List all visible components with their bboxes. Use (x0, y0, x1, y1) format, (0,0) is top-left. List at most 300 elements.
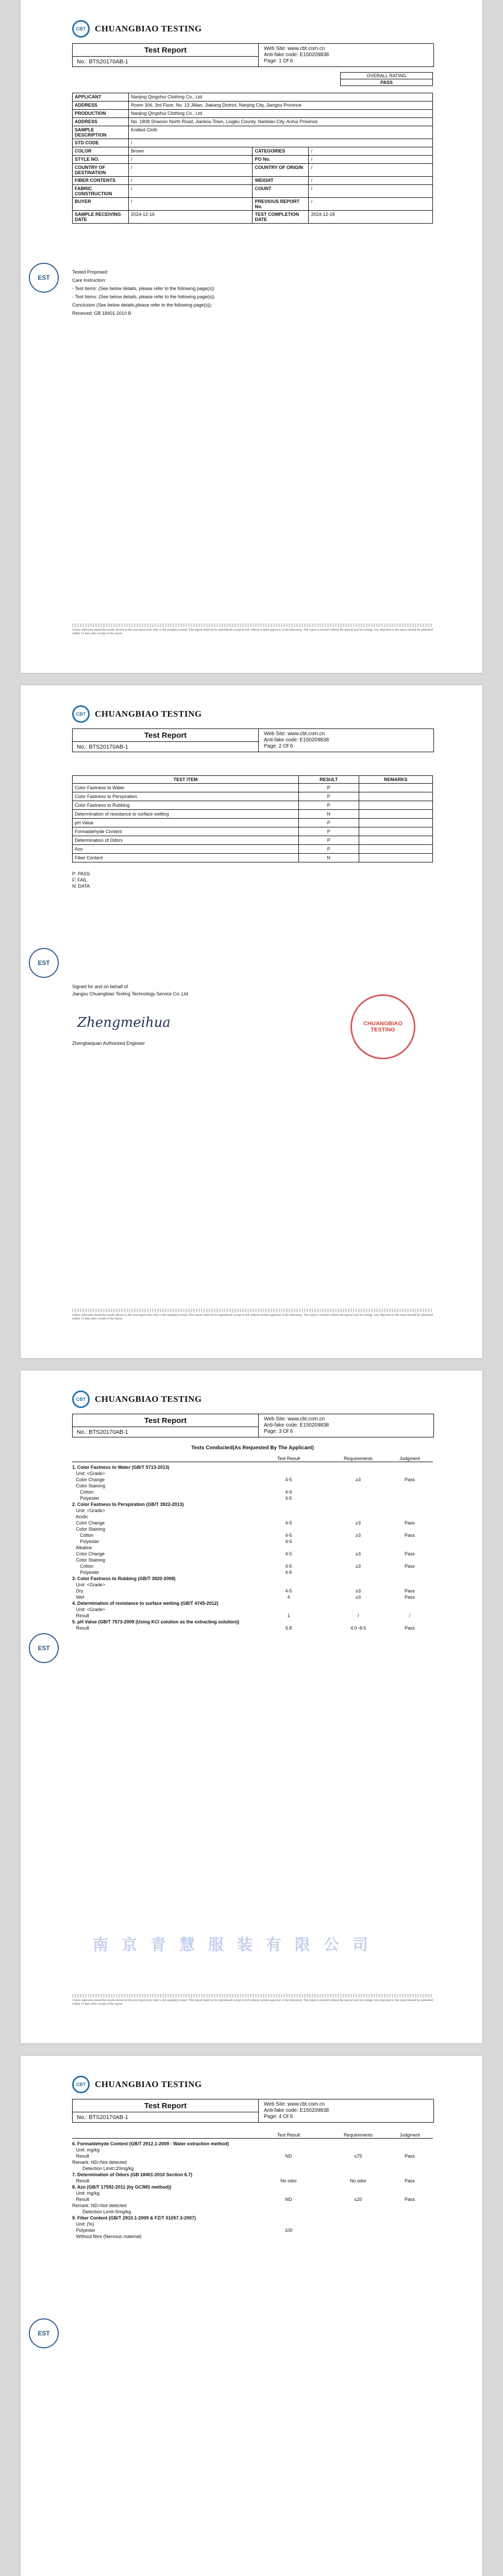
test-label: 7. Determination of Odors (GB 18401-2010 Section 6.7) (72, 2172, 193, 2177)
result-line (72, 1600, 433, 1606)
summary-row (73, 810, 433, 819)
test-result (247, 2141, 330, 2147)
requirement (330, 1514, 387, 1520)
info-value: / (309, 164, 433, 177)
info-row (73, 101, 433, 110)
info-key: ADDRESS (73, 118, 129, 126)
signed-label: Signed for and on behalf of (72, 984, 128, 989)
info-row (73, 93, 433, 101)
result-line (72, 1551, 433, 1557)
report-number: BTS20170AB-1 (89, 58, 128, 65)
judgment (387, 1464, 433, 1470)
test-result (247, 1575, 330, 1582)
test-result (247, 1557, 330, 1563)
info-key: FIBER CONTENTS (73, 177, 129, 185)
requirement (330, 1464, 387, 1470)
result: N (299, 810, 359, 819)
info-value: / (129, 164, 253, 177)
result-line (72, 1619, 433, 1625)
watermark: 南京青慧服装有限公司 (93, 1936, 381, 1954)
test-label: Color Change (72, 1520, 105, 1526)
est-badge: EST (29, 263, 59, 293)
result-line (72, 1575, 433, 1582)
test-result: ND (285, 2197, 292, 2202)
judgment: Pass (404, 1551, 415, 1556)
judgment: Pass (404, 1533, 415, 1538)
remarks (359, 810, 432, 819)
column-header: TEST ITEM (73, 776, 299, 784)
page-number: Page: 3 Of 6 (264, 1429, 293, 1434)
test-result (247, 2202, 330, 2209)
report-page-3 (21, 1370, 482, 2043)
info-key: COUNTRY OF DESTINATION (73, 164, 129, 177)
legend-item: F: FAIL (72, 877, 88, 883)
legend (72, 871, 90, 889)
judgment (387, 2184, 433, 2190)
test-label: Cotton (72, 1564, 94, 1569)
judgment (387, 2172, 433, 2178)
info-value: Brown (129, 147, 253, 156)
info-row (73, 139, 433, 147)
info-key: COLOR (73, 147, 129, 156)
test-label: Acidic (72, 1514, 89, 1519)
result-line (72, 2172, 433, 2178)
test-label: Wet (72, 1595, 85, 1600)
result: P (299, 845, 359, 854)
column-header: Judgment (399, 2132, 420, 2138)
requirement (330, 1606, 387, 1613)
result: N (299, 854, 359, 862)
summary-row (73, 827, 433, 836)
requirement: ≥3 (356, 1588, 361, 1594)
test-result (247, 2215, 330, 2221)
judgment (387, 1470, 433, 1477)
test-result (247, 1507, 330, 1514)
column-header: Requirements (343, 1456, 373, 1461)
result-line (72, 1483, 433, 1489)
test-result (247, 2172, 330, 2178)
info-value: / (129, 139, 433, 147)
test-result: 4-5 (285, 1539, 292, 1544)
test-label: 1. Color Fastness to Water (GB/T 5713-2013) (72, 1465, 170, 1470)
judgment (387, 1619, 433, 1625)
info-value: 2024-12-16 (129, 211, 253, 224)
test-result: 4-5 (285, 1496, 292, 1501)
results-list (72, 1464, 433, 1631)
test-item: Azo (73, 845, 299, 854)
test-result: 1 (287, 1613, 290, 1618)
result: P (299, 819, 359, 827)
test-result (247, 2209, 330, 2215)
info-row (73, 198, 433, 211)
test-result (247, 1606, 330, 1613)
requirement: ≥3 (356, 1533, 361, 1538)
info-value: No. 1808 Shaoxin North Road, Jiankou Town, Liugku County, Nanbian City, Anhui Province (129, 118, 433, 126)
judgment (387, 1575, 433, 1582)
info-value: / (309, 185, 433, 198)
test-label: Color Change (72, 1551, 105, 1556)
brand-name: CHUANGBIAO TESTING (95, 24, 202, 33)
test-result (247, 1483, 330, 1489)
note-line: - Test items: (See below details, please refer to the following page(s)) (72, 286, 214, 291)
result-line (72, 2190, 433, 2196)
result-line (72, 2233, 433, 2240)
result: P (299, 801, 359, 810)
summary-row (73, 836, 433, 845)
requirement (330, 2233, 387, 2240)
result-line (72, 1507, 433, 1514)
test-result: 4-5 (285, 1588, 292, 1594)
judgment (387, 1606, 433, 1613)
summary-row (73, 784, 433, 792)
test-label: Unit: mg/kg (72, 2191, 100, 2196)
signature: Zhengmeihua (77, 1015, 171, 1030)
note-line: - Test Items: (See below details, please refer to the following page(s)) (72, 294, 214, 299)
requirement: ≤75 (354, 2154, 362, 2159)
result-line (72, 1477, 433, 1483)
info-key: PREVIOUS REPORT No. (253, 198, 309, 211)
test-label: Dry (72, 1588, 83, 1594)
result-columns (72, 1455, 433, 1462)
logo-icon: CBT (72, 2076, 90, 2093)
test-label: Color Change (72, 1477, 105, 1482)
judgment: Pass (404, 2178, 415, 2183)
test-result (247, 1582, 330, 1588)
test-label: Remark: ND=Not detected (72, 2160, 127, 2165)
test-result (247, 2165, 330, 2172)
result-line (72, 2215, 433, 2221)
judgment: Pass (404, 1625, 415, 1631)
results-list (72, 2141, 433, 2240)
note-line: Received: GB 18401-2010 B (72, 311, 131, 316)
test-result: 100 (284, 2228, 293, 2233)
test-label: Result (72, 2197, 90, 2202)
test-item: Color Fastness to Water (73, 784, 299, 792)
test-item: Fiber Content (73, 854, 299, 862)
result-line (72, 1489, 433, 1495)
judgment (387, 2209, 433, 2215)
result-line (72, 2178, 433, 2184)
result-columns (72, 2132, 433, 2139)
test-label: Result (72, 1613, 90, 1618)
info-key: APPLICANT (73, 93, 129, 101)
remarks (359, 854, 432, 862)
judgment (387, 2190, 433, 2196)
section-heading: Tests Conducted(As Requested By The Applicant) (191, 1445, 314, 1451)
column-header: Judgment (399, 1456, 420, 1461)
company-seal: CHUANGBIAO TESTING (350, 994, 415, 1059)
result-line (72, 1526, 433, 1532)
judgment (387, 1501, 433, 1507)
test-label: Result (72, 2154, 90, 2159)
info-value: / (129, 156, 253, 164)
judgment: Pass (404, 1520, 415, 1526)
info-value: / (309, 177, 433, 185)
test-item: Determination of Odors (73, 836, 299, 845)
logo-icon: CBT (72, 20, 90, 38)
judgment (387, 1507, 433, 1514)
report-header: Test Report No.: BTS20170AB-1 Web Site: www.cbt.com.cn Anti-fake code: E150209838 Page: 3 Of 6 (72, 1414, 434, 1437)
column-header (72, 2132, 247, 2138)
result-line (72, 1470, 433, 1477)
info-key: FABRIC CONSTRUCTION (73, 185, 129, 198)
result-line (72, 1495, 433, 1501)
page-number: Page: 2 Of 6 (264, 743, 293, 749)
test-result (247, 2190, 330, 2196)
test-item: Color Fastness to Rubbing (73, 801, 299, 810)
column-header: Test Result (277, 1456, 300, 1461)
judgment (387, 2233, 433, 2240)
requirement (330, 2227, 387, 2233)
report-header: Test Report No.: BTS20170AB-1 Web Site: www.cbt.com.cn Anti-fake code: E150209838 Page: 2 Of 6 (72, 728, 434, 752)
judgment (387, 2147, 433, 2153)
test-result (247, 2184, 330, 2190)
test-label: 2. Color Fastness to Perspiration (GB/T 3922-2013) (72, 1502, 184, 1507)
est-badge: EST (29, 2318, 59, 2348)
requirement (330, 2159, 387, 2165)
requirement (330, 1483, 387, 1489)
requirement: 4.0~8.5 (350, 1625, 366, 1631)
requirement (330, 2165, 387, 2172)
remarks (359, 784, 432, 792)
info-key: TEST COMPLETION DATE (253, 211, 309, 224)
brand: CBT CHUANGBIAO TESTING (72, 1389, 202, 1410)
info-value: 2024-12-18 (309, 211, 433, 224)
remarks (359, 792, 432, 801)
test-result (247, 2233, 330, 2240)
requirement (330, 1526, 387, 1532)
test-item: Formaldehyde Content (73, 827, 299, 836)
judgment (387, 1526, 433, 1532)
test-result (247, 1514, 330, 1520)
result-line (72, 1625, 433, 1631)
requirement: / (357, 1613, 359, 1618)
result-line (72, 1588, 433, 1594)
test-result (247, 2159, 330, 2165)
result-line (72, 1520, 433, 1526)
info-key: BUYER (73, 198, 129, 211)
test-result (247, 1526, 330, 1532)
requirement: ≥3 (356, 1564, 361, 1569)
info-key: CATEGORIES (253, 147, 309, 156)
requirement (330, 1545, 387, 1551)
remarks (359, 827, 432, 836)
judgment: Pass (404, 2154, 415, 2159)
brand: CBT CHUANGBIAO TESTING (72, 704, 202, 724)
summary-header (73, 776, 433, 784)
test-label: 4. Determination of resistance to surface wetting (GB/T 4745-2012) (72, 1601, 219, 1606)
result-line (72, 1613, 433, 1619)
requirement (330, 1569, 387, 1575)
legend-item: N: DATA (72, 884, 90, 889)
legend-item: P: PASS (72, 871, 90, 876)
test-label: Alkaline (72, 1545, 92, 1550)
requirement (330, 1507, 387, 1514)
info-value: Nanjing Qingshui Clothing Co., Ltd (129, 93, 433, 101)
judgment: Pass (404, 2197, 415, 2202)
summary-row (73, 845, 433, 854)
result-line (72, 2209, 433, 2215)
result-line (72, 2227, 433, 2233)
judgment: / (409, 1613, 411, 1618)
test-result: 4-5 (285, 1533, 292, 1538)
info-value: / (129, 185, 253, 198)
result-line (72, 1582, 433, 1588)
overall-rating: OVERALL RATING PASS (340, 72, 433, 86)
test-result (247, 2221, 330, 2227)
test-result: 5.8 (285, 1625, 292, 1631)
requirement: ≥3 (356, 1477, 361, 1482)
info-key: COUNT (253, 185, 309, 198)
result-line (72, 1464, 433, 1470)
info-row (73, 211, 433, 224)
judgment (387, 2227, 433, 2233)
report-header: Test Report No.: BTS20170AB-1 Web Site: www.cbt.com.cn Anti-fake code: E150209838 Page: 1 Of 6 (72, 43, 434, 67)
result-line (72, 2196, 433, 2202)
test-label: Result (72, 2178, 90, 2183)
test-label: Polyester (72, 2228, 96, 2233)
result-line (72, 1538, 433, 1545)
test-label: Color Staining (72, 1557, 106, 1563)
info-key: WEIGHT (253, 177, 309, 185)
test-label: Unit: <Grade> (72, 1582, 106, 1587)
test-label: Remark: ND=Not detected (72, 2203, 127, 2208)
report-page-2 (21, 685, 482, 1358)
info-value: / (129, 177, 253, 185)
column-header: RESULT (299, 776, 359, 784)
info-row (73, 110, 433, 118)
test-label: Unit: mg/kg (72, 2147, 100, 2153)
test-label: Color Staining (72, 1527, 106, 1532)
info-row (73, 126, 433, 139)
info-row (73, 164, 433, 177)
judgment (387, 1582, 433, 1588)
requirement (330, 2141, 387, 2147)
requirement (330, 1501, 387, 1507)
test-label: Cotton (72, 1533, 94, 1538)
test-label: Detection Limit=20mg/kg (72, 2166, 134, 2171)
test-result: 4 (287, 1595, 290, 1600)
test-label: 9. Fiber Content (GB/T 2910.1-2009 & FZ/T 01057.3-2007) (72, 2215, 196, 2221)
test-result: No odor (280, 2178, 297, 2183)
info-value: Room 306, 3rd Floor, No. 13 Jillian, Jiakang District, Nanjing City, Jiangsu Province (129, 101, 433, 110)
test-result: 4-5 (285, 1564, 292, 1569)
test-result (247, 1501, 330, 1507)
report-page-4 (21, 2056, 482, 2576)
requirement (330, 1619, 387, 1625)
info-key: PO No. (253, 156, 309, 164)
report-page-1 (21, 0, 482, 673)
column-header (72, 1455, 247, 1462)
judgment (387, 2165, 433, 2172)
result: P (299, 784, 359, 792)
requirement (330, 1600, 387, 1606)
judgment (387, 1538, 433, 1545)
brand: CBT CHUANGBIAO TESTING (72, 2074, 202, 2095)
info-value: / (309, 147, 433, 156)
page-number: Page: 1 Of 6 (264, 58, 293, 64)
info-key: COUNTRY OF ORIGIN (253, 164, 309, 177)
requirement: ≥3 (356, 1520, 361, 1526)
judgment: Pass (404, 1564, 415, 1569)
test-label: 8. Azo (GB/T 17592-2011 (by GC/MS method)) (72, 2184, 172, 2190)
test-label: Color Staining (72, 1483, 106, 1488)
result: P (299, 792, 359, 801)
judgment (387, 1514, 433, 1520)
result-line (72, 2153, 433, 2159)
requirement: ≤20 (354, 2197, 362, 2202)
test-label: Cotton (72, 1489, 94, 1495)
requirement (330, 2184, 387, 2190)
report-header: Test Report No.: BTS20170AB-1 Web Site: www.cbt.com.cn Anti-fake code: E150209838 Page: 4 Of 6 (72, 2099, 434, 2123)
remarks (359, 801, 432, 810)
remarks (359, 836, 432, 845)
test-result (247, 1619, 330, 1625)
notes (72, 268, 433, 317)
test-result: 4-5 (285, 1489, 292, 1495)
requirement (330, 2172, 387, 2178)
judgment (387, 1545, 433, 1551)
requirement (330, 2202, 387, 2209)
column-header: Requirements (343, 2132, 373, 2138)
page-number: Page: 4 Of 6 (264, 2114, 293, 2120)
note-line: Tested Proposed: (72, 269, 109, 275)
test-label: Polyester (72, 1570, 99, 1575)
test-label: 6. Formaldehyde Content (GB/T 2912.1-2009 - Water extraction method) (72, 2141, 229, 2146)
info-key: SAMPLE DESCRIPTION (73, 126, 129, 139)
judgment (387, 1489, 433, 1495)
test-label: 5. pH Value (GB/T 7573-2009 (Using KCl solution as the extracting solution)) (72, 1619, 240, 1624)
requirement (330, 2215, 387, 2221)
requirement: ≥3 (356, 1595, 361, 1600)
test-result (247, 1470, 330, 1477)
result: P (299, 827, 359, 836)
footer: Unless otherwise stated the results shown in this test report refer only to the sample(s) tested. This report shall not be reproduced except in full without written approval of the laboratory. The report is invalid without the special seal for testing. Any objection to the report should be submitted within 15 days after receipt of the report. (72, 1994, 433, 2006)
test-label: Polyester (72, 1496, 99, 1501)
footer: Unless otherwise stated the results shown in this test report refer only to the sample(s) tested. This report shall not be reproduced except in full without written approval of the laboratory. The report is invalid without the special seal for testing. Any objection to the report should be submitted within 15 days after receipt of the report. (72, 623, 433, 636)
result-line (72, 1514, 433, 1520)
note-line: Care Instruction: (72, 278, 107, 283)
result-line (72, 1532, 433, 1538)
judgment (387, 2215, 433, 2221)
est-badge: EST (29, 948, 59, 978)
logo-icon: CBT (72, 705, 90, 723)
result-line (72, 1606, 433, 1613)
requirement (330, 1495, 387, 1501)
info-key: PRODUCTION (73, 110, 129, 118)
info-row (73, 156, 433, 164)
summary-row (73, 819, 433, 827)
judgment (387, 2159, 433, 2165)
test-result: 4-5 (285, 1551, 292, 1556)
remarks (359, 819, 432, 827)
info-key: STD CODE (73, 139, 129, 147)
judgment (387, 1569, 433, 1575)
result-line (72, 2202, 433, 2209)
result-line (72, 2141, 433, 2147)
test-label: Unit: <Grade> (72, 1471, 106, 1476)
sample-info-table (72, 93, 433, 224)
judgment (387, 2141, 433, 2147)
signer: Zhengbaojuan Authorized Engineer (72, 1041, 145, 1046)
judgment (387, 1495, 433, 1501)
test-result: 4-5 (285, 1570, 292, 1575)
test-label: 3. Color Fastness to Rubbing (GB/T 3920-2008) (72, 1576, 176, 1581)
company-name: Jiangsu Chuangbiao Testing Technology Service Co.,Ltd (72, 991, 188, 996)
test-label: Detection Limit=5mg/kg (72, 2209, 131, 2214)
info-key: SAMPLE RECEIVING DATE (73, 211, 129, 224)
info-row (73, 147, 433, 156)
